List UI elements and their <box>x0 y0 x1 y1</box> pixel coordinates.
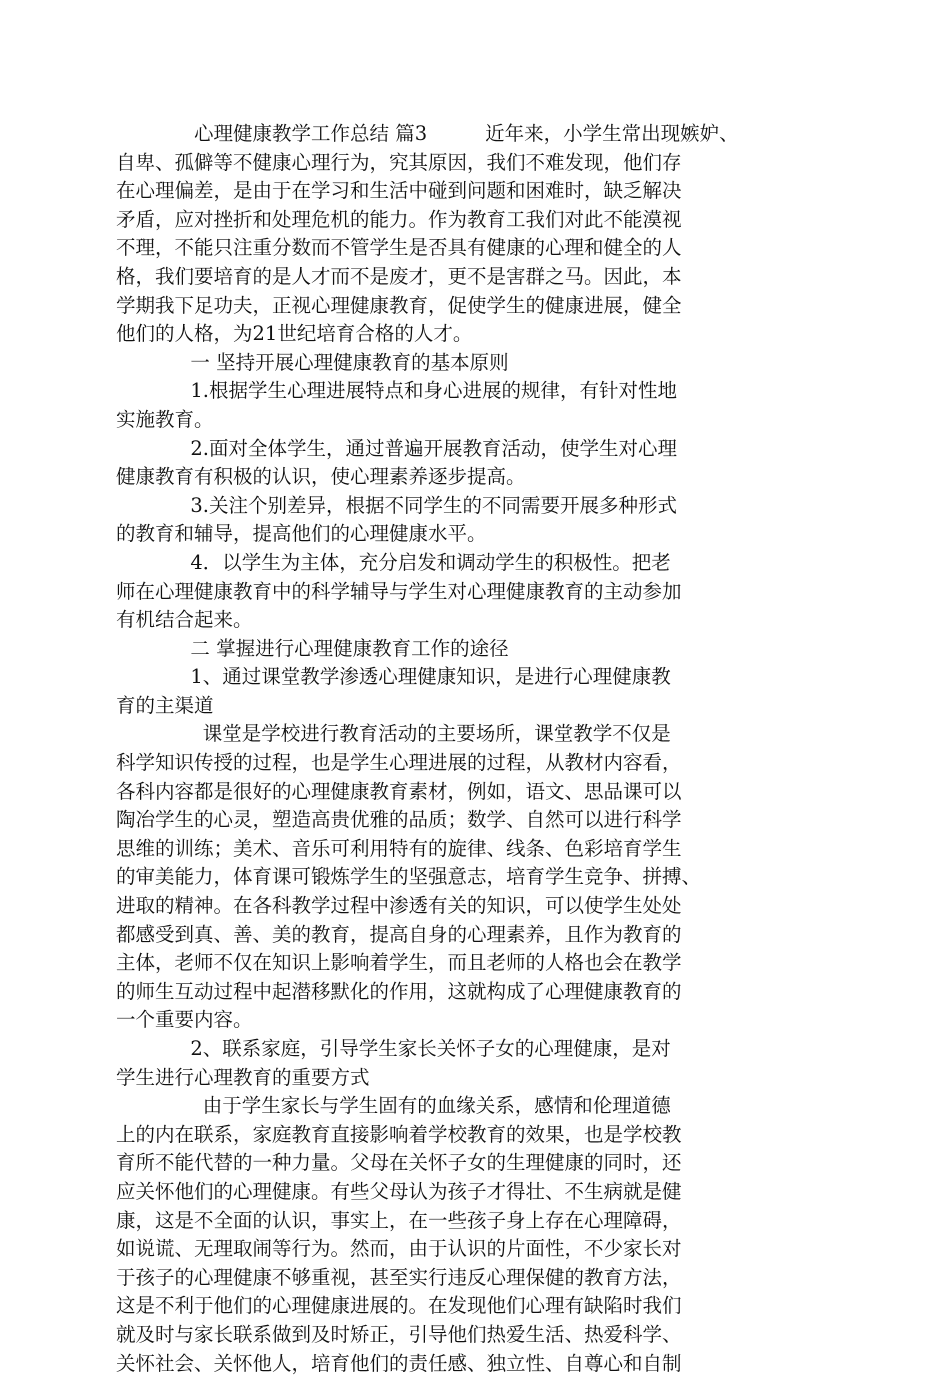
text-line: 上的内在联系，家庭教育直接影响着学校教育的效果，也是学校教 <box>116 1122 682 1146</box>
text-line: 矛盾，应对挫折和处理危机的能力。作为教育工我们对此不能漠视 <box>116 207 682 231</box>
text-line: 课堂是学校进行教育活动的主要场所，课堂教学不仅是 <box>116 722 671 746</box>
text-line: 格，我们要培育的是人才而不是废才，更不是害群之马。因此，本 <box>116 264 682 288</box>
text-line: 应关怀他们的心理健康。有些父母认为孩子才得壮、不生病就是健 <box>116 1179 682 1203</box>
text-line: 育所不能代替的一种力量。父母在关怀子女的生理健康的同时，还 <box>116 1151 682 1175</box>
intro-start: 近年来，小学生常出现嫉妒、 <box>485 122 739 145</box>
text-line: 学期我下足功夫，正视心理健康教育，促使学生的健康进展，健全 <box>116 293 682 317</box>
text-line: 各科内容都是很好的心理健康教育素材，例如，语文、思品课可以 <box>116 779 682 803</box>
text-line: 学生进行心理教育的重要方式 <box>116 1065 370 1089</box>
text-line: 关怀社会、关怀他人，培育他们的责任感、独立性、自尊心和自制 <box>116 1351 682 1375</box>
text-line: 进取的精神。在各科教学过程中渗透有关的知识，可以使学生处处 <box>116 894 682 918</box>
text-line: 健康教育有积极的认识，使心理素养逐步提高。 <box>116 465 526 489</box>
text-line: 由于学生家长与学生固有的血缘关系，感情和伦理道德 <box>116 1094 671 1118</box>
text-line: 育的主渠道 <box>116 693 214 717</box>
text-line: 1、通过课堂教学渗透心理健康知识，是进行心理健康教 <box>116 665 671 689</box>
document-title: 心理健康教学工作总结 篇3 <box>194 122 428 145</box>
text-line: 思维的训练；美术、音乐可利用特有的旋律、线条、色彩培育学生 <box>116 836 682 860</box>
text-line: 一 坚持开展心理健康教育的基本原则 <box>116 350 509 374</box>
text-line: 科学知识传授的过程，也是学生心理进展的过程，从教材内容看， <box>116 751 682 775</box>
document-body <box>116 120 836 1378</box>
text-line: 实施教育。 <box>116 407 214 431</box>
text-line: 主体，老师不仅在知识上影响着学生，而且老师的人格也会在教学 <box>116 951 682 975</box>
text-line: 就及时与家长联系做到及时矫正，引导他们热爱生活、热爱科学、 <box>116 1322 682 1346</box>
text-line: 这是不利于他们的心理健康进展的。在发现他们心理有缺陷时我们 <box>116 1294 682 1318</box>
text-line: 于孩子的心理健康不够重视，甚至实行违反心理保健的教育方法， <box>116 1265 682 1289</box>
text-line: 在心理偏差，是由于在学习和生活中碰到问题和困难时，缺乏解决 <box>116 179 682 203</box>
text-line: 他们的人格，为21世纪培育合格的人才。 <box>116 322 473 346</box>
text-line: 自卑、孤僻等不健康心理行为，究其原因，我们不难发现，他们存 <box>116 150 682 174</box>
text-line: 2.面对全体学生，通过普遍开展教育活动，使学生对心理 <box>116 436 677 460</box>
text-line: 二 掌握进行心理健康教育工作的途径 <box>116 636 509 660</box>
text-lines <box>116 149 836 1378</box>
text-line: 康，这是不全面的认识，事实上，在一些孩子身上存在心理障碍， <box>116 1208 682 1232</box>
text-line: 的审美能力，体育课可锻炼学生的坚强意志，培育学生竞争、拼搏、 <box>116 865 702 889</box>
text-line: 一个重要内容。 <box>116 1008 253 1032</box>
text-line: 的师生互动过程中起潜移默化的作用，这就构成了心理健康教育的 <box>116 979 682 1003</box>
text-line: 陶冶学生的心灵，塑造高贵优雅的品质；数学、自然可以进行科学 <box>116 808 682 832</box>
text-line: 师在心理健康教育中的科学辅导与学生对心理健康教育的主动参加 <box>116 579 682 603</box>
text-line: 3.关注个别差异，根据不同学生的不同需要开展多种形式 <box>116 493 677 517</box>
text-line: 2、联系家庭，引导学生家长关怀子女的心理健康，是对 <box>116 1037 671 1060</box>
text-line: 4．以学生为主体，充分启发和调动学生的积极性。把老 <box>116 550 671 574</box>
text-line: 不理，不能只注重分数而不管学生是否具有健康的心理和健全的人 <box>116 236 682 260</box>
text-line: 1.根据学生心理进展特点和身心进展的规律，有针对性地 <box>116 379 677 403</box>
text-line: 如说谎、无理取闹等行为。然而，由于认识的片面性，不少家长对 <box>116 1237 682 1261</box>
text-line: 有机结合起来。 <box>116 608 253 632</box>
text-line: 的教育和辅导，提高他们的心理健康水平。 <box>116 522 487 546</box>
first-line <box>116 120 836 149</box>
text-line: 都感受到真、善、美的教育，提高自身的心理素养，且作为教育的 <box>116 922 682 946</box>
